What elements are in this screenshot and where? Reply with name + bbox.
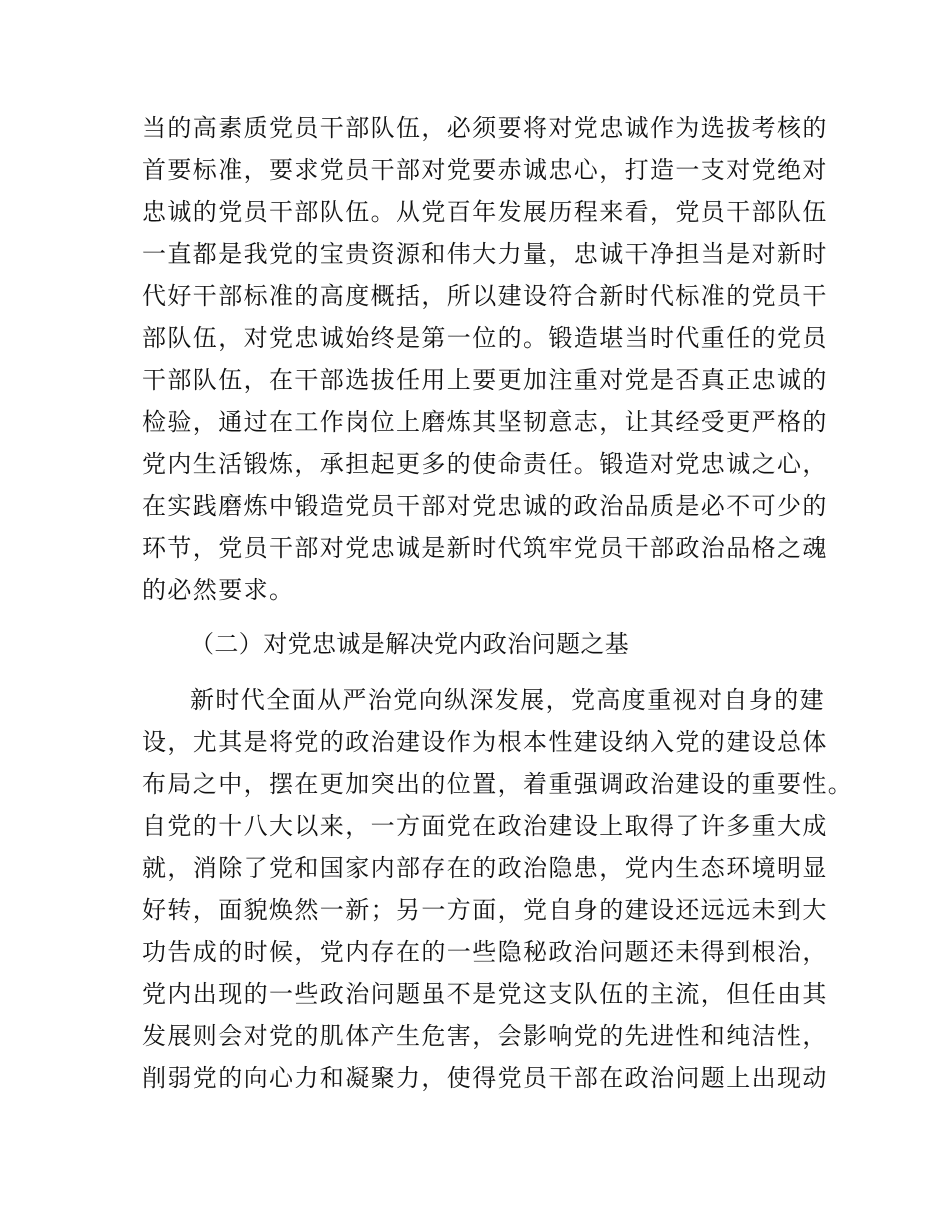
paragraph-1-line-4: 一直都是我党的宝贵资源和伟大力量，忠诚干净担当是对新时	[142, 240, 828, 268]
paragraph-2-line-8: 党内出现的一些政治问题虽不是党这支队伍的主流，但任由其	[142, 980, 828, 1008]
paragraph-1-line-11: 环节，党员干部对党忠诚是新时代筑牢党员干部政治品格之魂	[142, 534, 828, 562]
paragraph-2-line-5: 就，消除了党和国家内部存在的政治隐患，党内生态环境明显	[142, 854, 828, 882]
paragraph-2-line-7: 功告成的时候，党内存在的一些隐秘政治问题还未得到根治，	[142, 938, 828, 966]
paragraph-1-line-2: 首要标准，要求党员干部对党要赤诚忠心，打造一支对党绝对	[142, 156, 828, 184]
paragraph-1-line-3: 忠诚的党员干部队伍。从党百年发展历程来看，党员干部队伍	[142, 198, 828, 226]
paragraph-1-line-10: 在实践磨炼中锻造党员干部对党忠诚的政治品质是必不可少的	[142, 492, 828, 520]
paragraph-2-line-6: 好转，面貌焕然一新；另一方面，党自身的建设还远远未到大	[142, 896, 828, 924]
paragraph-1-line-12: 的必然要求。	[142, 576, 295, 604]
paragraph-2-line-10: 削弱党的向心力和凝聚力，使得党员干部在政治问题上出现动	[142, 1064, 828, 1092]
paragraph-1-line-7: 干部队伍，在干部选拔任用上要更加注重对党是否真正忠诚的	[142, 366, 828, 394]
paragraph-2-line-3: 布局之中，摆在更加突出的位置，着重强调政治建设的重要性。	[142, 770, 854, 798]
paragraph-1-line-5: 代好干部标准的高度概括，所以建设符合新时代标准的党员干	[142, 282, 828, 310]
section-heading: （二）对党忠诚是解决党内政治问题之基	[190, 630, 630, 658]
paragraph-2-line-9: 发展则会对党的肌体产生危害，会影响党的先进性和纯洁性，	[142, 1022, 828, 1050]
paragraph-2-line-4: 自党的十八大以来，一方面党在政治建设上取得了许多重大成	[142, 812, 828, 840]
paragraph-1-line-8: 检验，通过在工作岗位上磨炼其坚韧意志，让其经受更严格的	[142, 408, 828, 436]
paragraph-2-line-1: 新时代全面从严治党向纵深发展，党高度重视对自身的建	[190, 686, 825, 714]
paragraph-2-line-2: 设，尤其是将党的政治建设作为根本性建设纳入党的建设总体	[142, 728, 828, 756]
paragraph-1-line-9: 党内生活锻炼，承担起更多的使命责任。锻造对党忠诚之心，	[142, 450, 828, 478]
paragraph-1-line-6: 部队伍，对党忠诚始终是第一位的。锻造堪当时代重任的党员	[142, 324, 828, 352]
paragraph-1-line-1: 当的高素质党员干部队伍，必须要将对党忠诚作为选拔考核的	[142, 114, 828, 142]
